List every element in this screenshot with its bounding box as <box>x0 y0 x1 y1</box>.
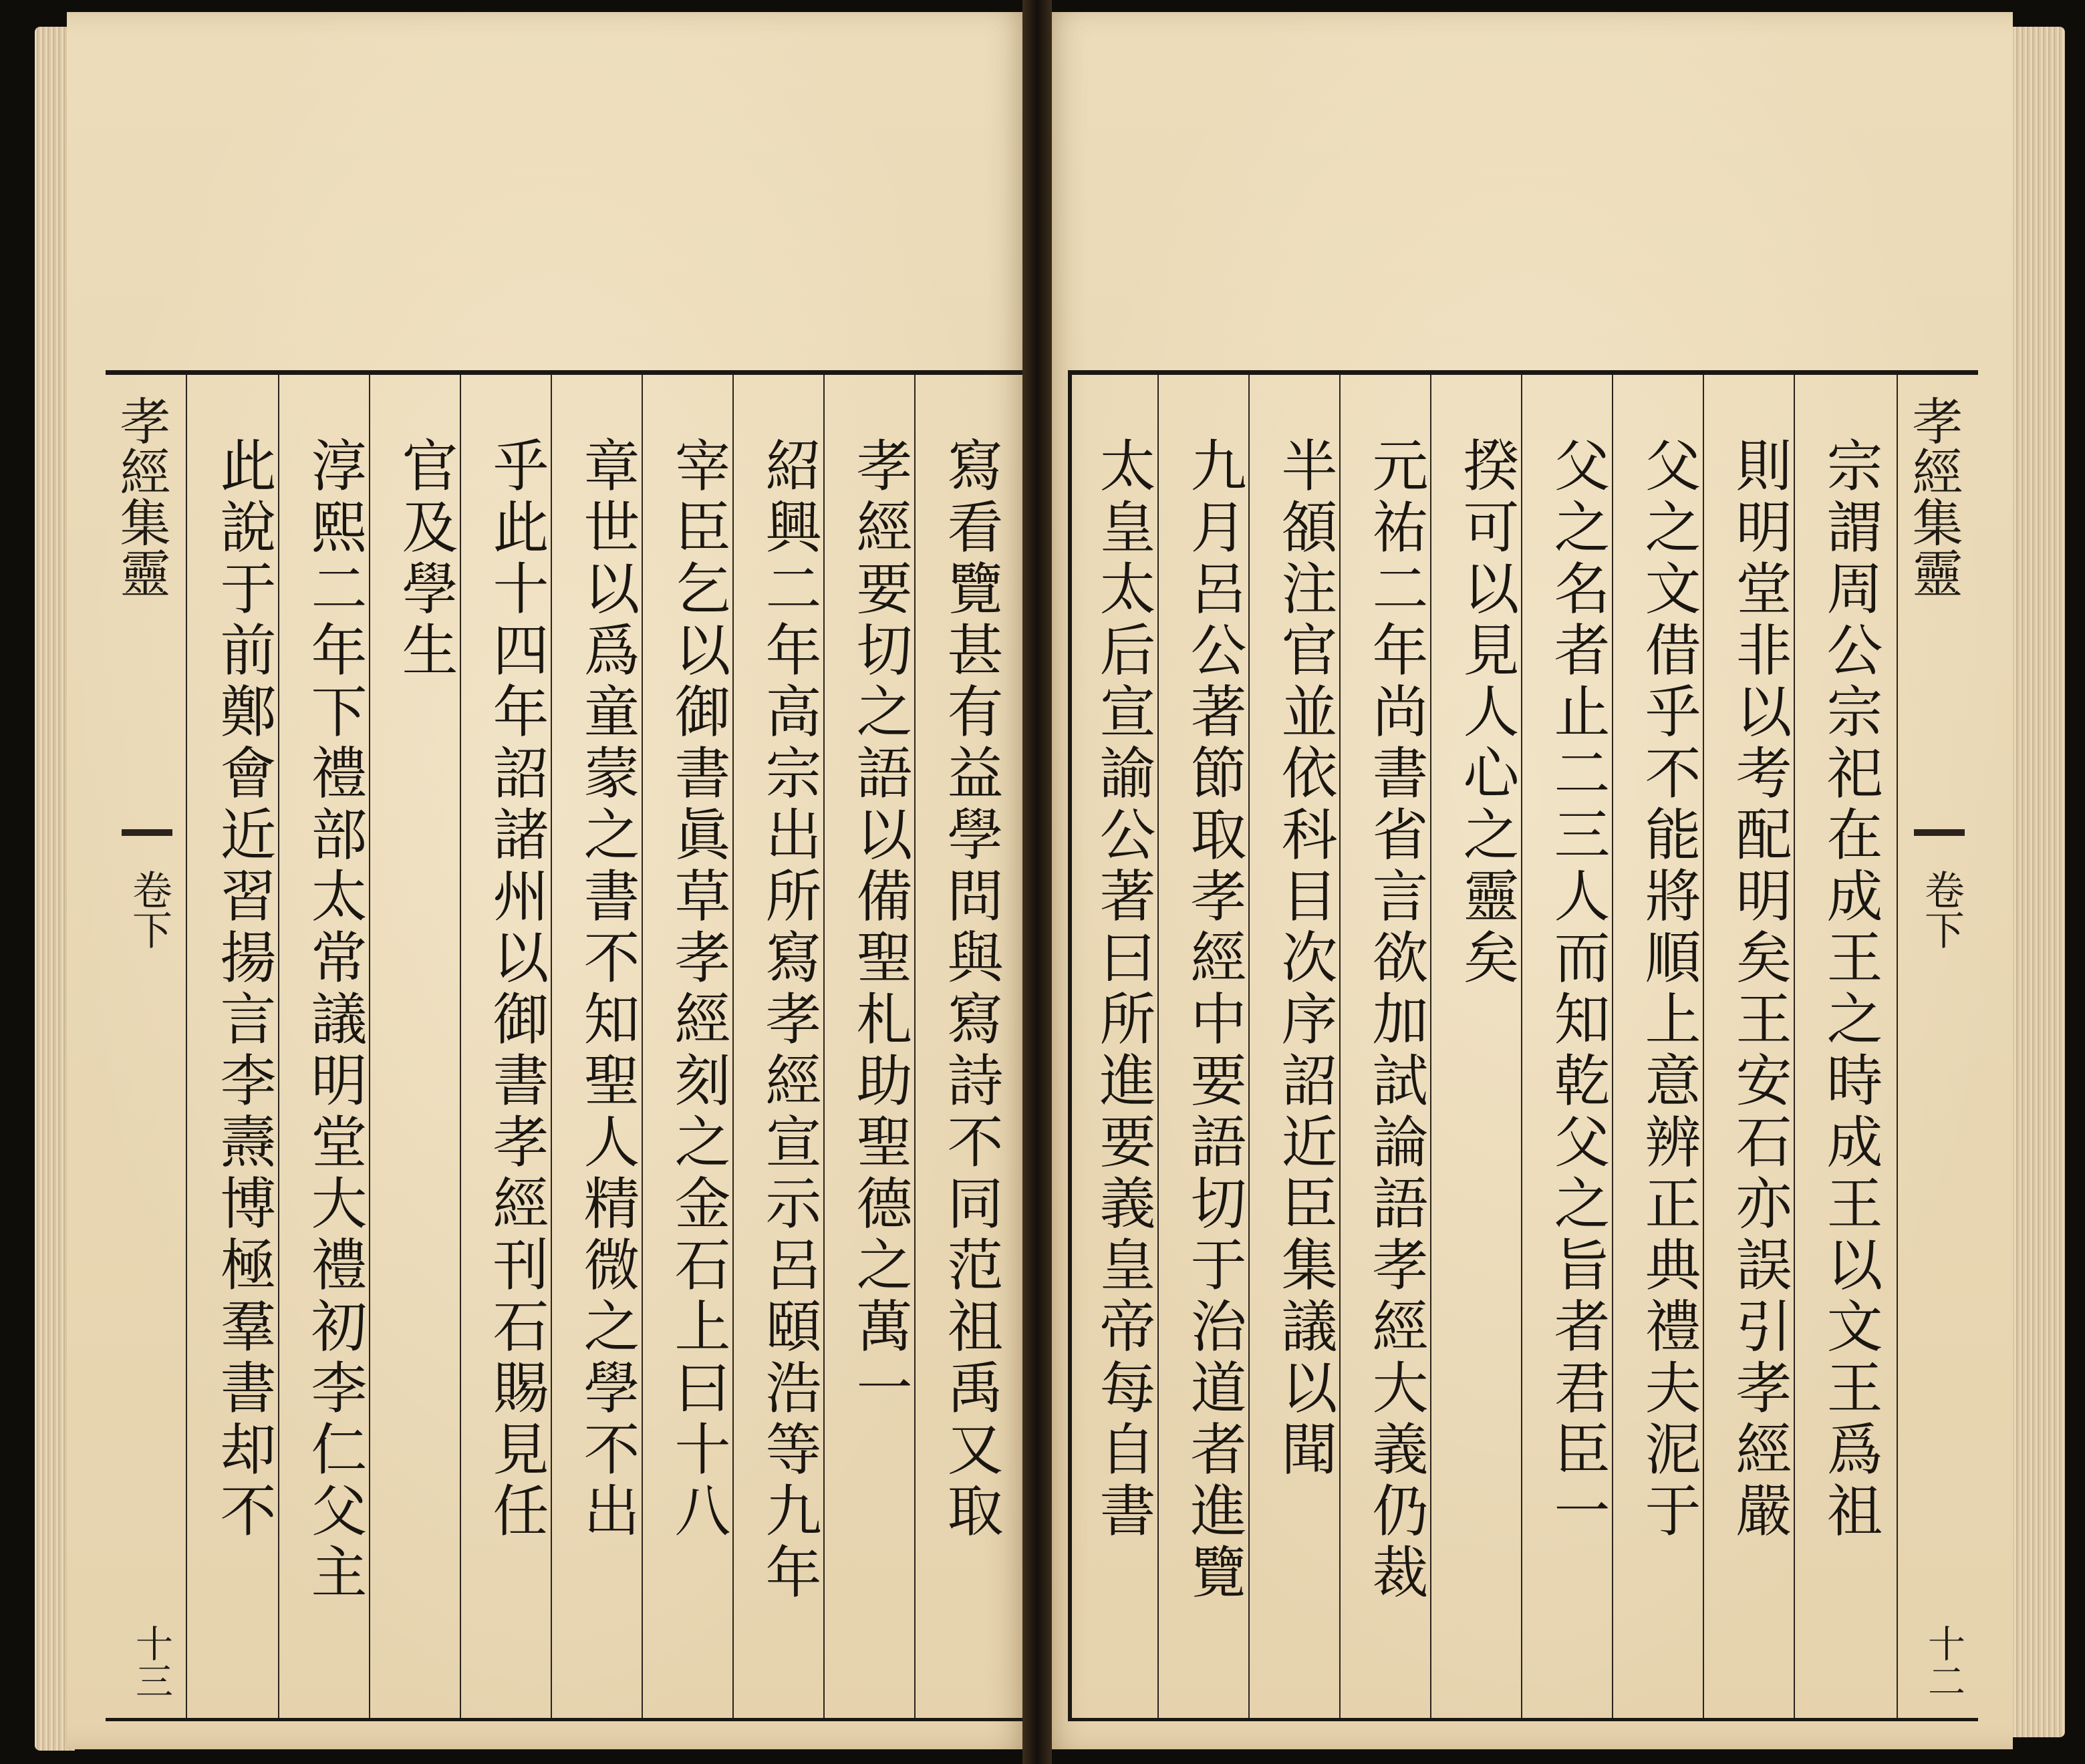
text-column: 半頟注官並依科目次序詔近臣集議以聞 <box>1272 436 1338 1481</box>
text-column: 此說于前鄭會近習揚言李燾博極羣書却不 <box>211 436 277 1543</box>
text-column: 宰臣乞以御書眞草孝經刻之金石上曰十八 <box>666 436 731 1543</box>
left-page <box>67 12 1036 1749</box>
left-margin-title: 孝經集靈 <box>112 395 171 598</box>
left-center-margin <box>106 375 187 1718</box>
right-print-frame <box>1068 370 1978 1721</box>
right-margin-title: 孝經集靈 <box>1904 395 1963 598</box>
text-column: 父之文借乎不能將順上意辨正典禮夫泥于 <box>1636 436 1701 1543</box>
text-column: 父之名者止二三人而知乾父之旨者君臣一 <box>1545 436 1611 1543</box>
text-column: 元祐二年尚書省言欲加試論語孝經大義仍裁 <box>1363 436 1429 1604</box>
text-column: 則明堂非以考配明矣王安石亦誤引孝經嚴 <box>1727 436 1792 1543</box>
left-margin-juan: 卷下 <box>126 869 172 949</box>
text-column: 寫看覽甚有益學問與寫詩不同范祖禹又取 <box>938 436 1004 1543</box>
text-column: 乎此十四年詔諸州以御書孝經刊石賜見任 <box>484 436 549 1543</box>
left-page-number: 十三 <box>130 1624 173 1699</box>
text-column: 宗謂周公宗祀在成王之時成王以文王爲祖 <box>1818 436 1883 1543</box>
fish-tail-mark <box>1914 829 1965 836</box>
fish-tail-mark <box>122 829 172 836</box>
text-column: 孝經要切之語以備聖札助聖德之萬一 <box>847 436 913 1420</box>
text-column: 太皇太后宣諭公著曰所進要義皇帝每自書 <box>1091 436 1156 1543</box>
right-center-margin <box>1897 375 1978 1718</box>
book-gutter <box>1022 0 1052 1764</box>
right-margin-juan: 卷下 <box>1918 869 1965 949</box>
text-column: 章世以爲童蒙之書不知聖人精微之學不出 <box>575 436 640 1543</box>
left-print-frame <box>106 370 1036 1721</box>
text-column: 九月呂公著節取孝經中要語切于治道者進覽 <box>1182 436 1247 1604</box>
text-column: 淳熙二年下禮部太常議明堂大禮初李仁父主 <box>302 436 368 1604</box>
right-page-number: 十二 <box>1922 1624 1965 1699</box>
text-column: 官及學生 <box>393 436 458 682</box>
text-column: 紹興二年高宗出所寫孝經宣示呂頤浩等九年 <box>756 436 822 1604</box>
text-column: 揆可以見人心之靈矣 <box>1454 436 1520 990</box>
right-page <box>1037 12 2013 1749</box>
